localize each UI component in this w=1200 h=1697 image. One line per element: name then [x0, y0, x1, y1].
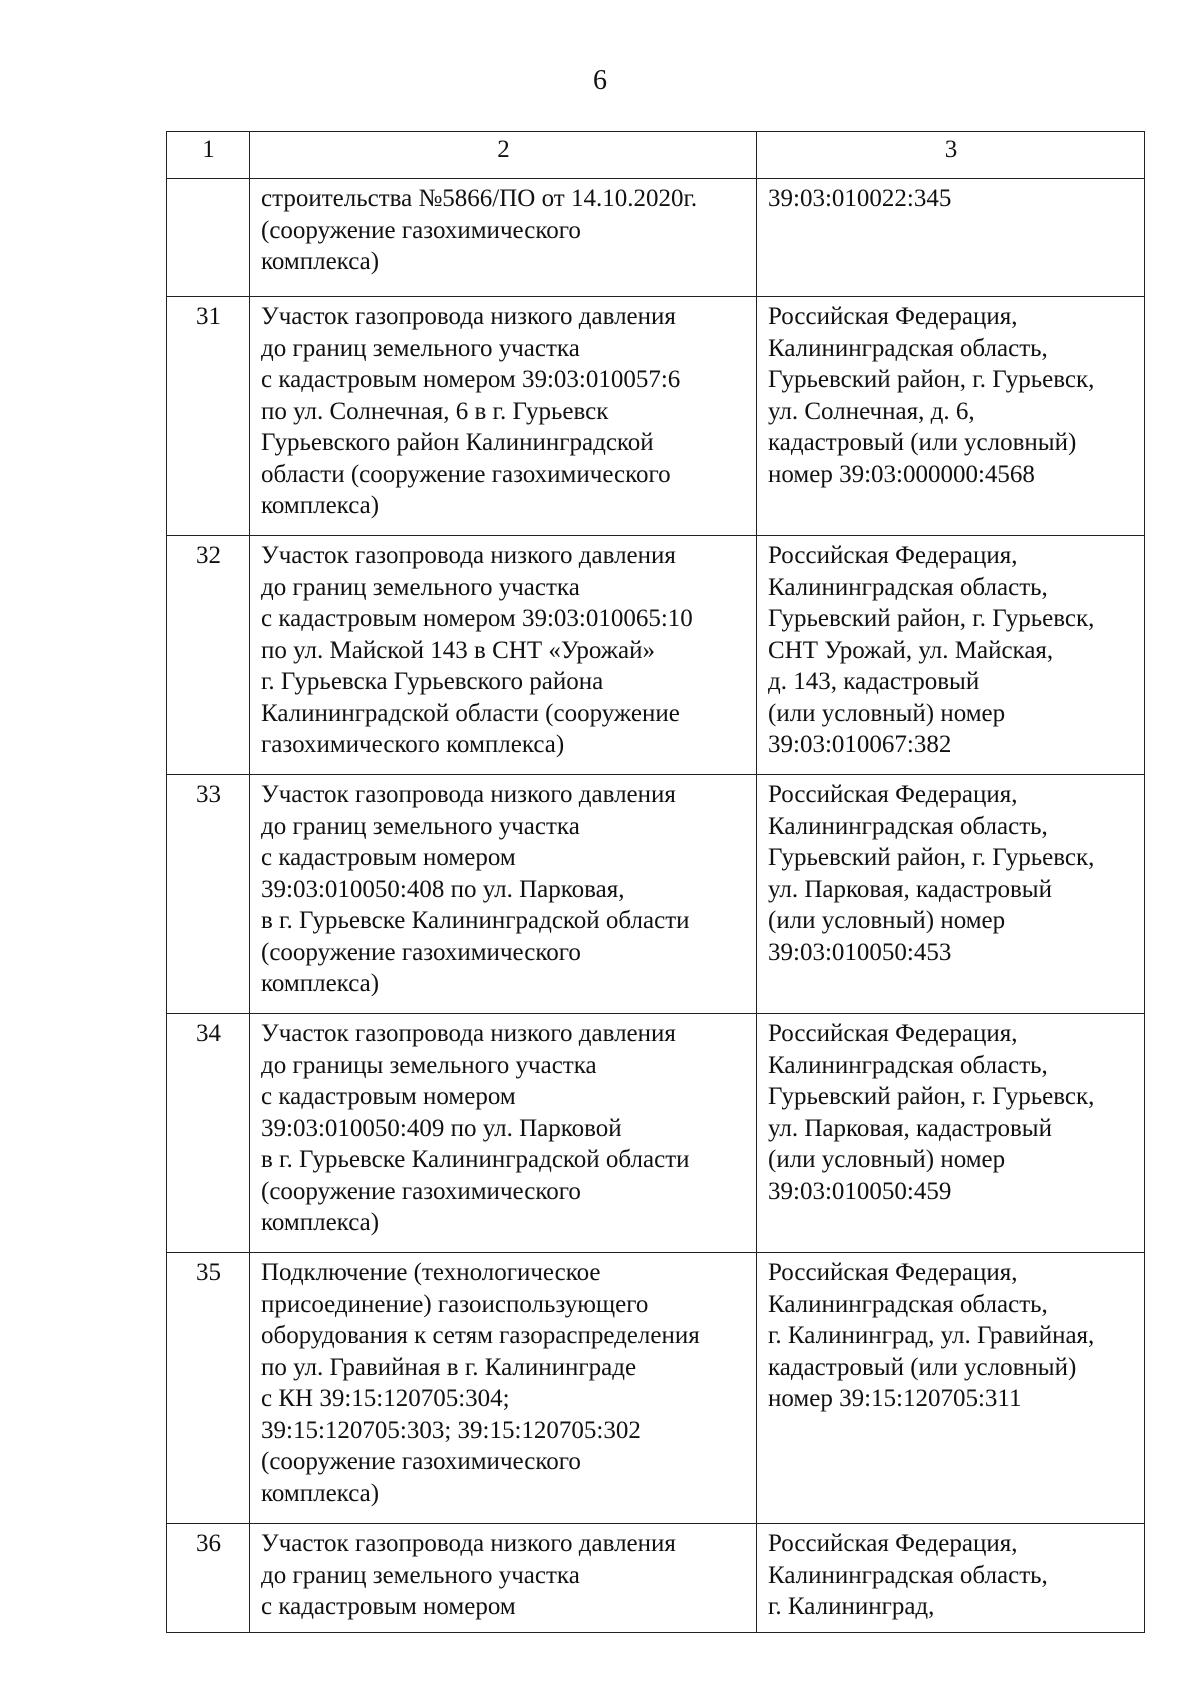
row-location: Российская Федерация, Калининградская область, Гурьевский район, г. Гурьевск, ул. Парковая, кадастровый (или условный) номер 39:03:010050:453: [757, 775, 1145, 1014]
column-header-number: 1: [167, 132, 250, 179]
row-description: строительства №5866/ПО от 14.10.2020г. (сооружение газохимического комплекса): [250, 179, 757, 297]
row-description: Подключение (технологическое присоединение) газоиспользующего оборудования к сетям газораспределения по ул. Гравийная в г. Калининграде с КН 39:15:120705:304; 39:15:120705:303; 39:15:120705:302 (сооружение газохимического комплекса): [250, 1253, 757, 1524]
row-description: Участок газопровода низкого давления до границ земельного участка с кадастровым номером 39:03:010057:6 по ул. Солнечная, 6 в г. Гурьевск Гурьевского район Калининградской области (сооружение газохимического комплекса): [250, 297, 757, 536]
page-number: 6: [593, 65, 607, 96]
registry-table: [166, 131, 1145, 1633]
row-description: Участок газопровода низкого давления до границ земельного участка с кадастровым номером 39:03:010065:10 по ул. Майской 143 в СНТ «Урожай» г. Гурьевска Гурьевского района Калининградской области (сооружение газохимического комплекса): [250, 536, 757, 775]
row-number: 36: [167, 1524, 250, 1633]
row-number: 32: [167, 536, 250, 775]
table-header-row: [167, 132, 1145, 179]
table-row: [167, 536, 1145, 775]
row-location: Российская Федерация, Калининградская область, Гурьевский район, г. Гурьевск, СНТ Урожай, ул. Майская, д. 143, кадастровый (или условный) номер 39:03:010067:382: [757, 536, 1145, 775]
row-number: 35: [167, 1253, 250, 1524]
table-row: [167, 1253, 1145, 1524]
table-row: [167, 1014, 1145, 1253]
row-number: 34: [167, 1014, 250, 1253]
row-location: Российская Федерация, Калининградская область, г. Калининград,: [757, 1524, 1145, 1633]
row-location: Российская Федерация, Калининградская область, Гурьевский район, г. Гурьевск, ул. Солнечная, д. 6, кадастровый (или условный) номер 39:03:000000:4568: [757, 297, 1145, 536]
row-description: Участок газопровода низкого давления до границы земельного участка с кадастровым номером 39:03:010050:409 по ул. Парковой в г. Гурьевске Калининградской области (сооружение газохимического комплекса): [250, 1014, 757, 1253]
column-header-description: 2: [250, 132, 757, 179]
row-location: Российская Федерация, Калининградская область, Гурьевский район, г. Гурьевск, ул. Парковая, кадастровый (или условный) номер 39:03:010050:459: [757, 1014, 1145, 1253]
table-row: [167, 1524, 1145, 1633]
row-number: 33: [167, 775, 250, 1014]
table-row: [167, 297, 1145, 536]
column-header-location: 3: [757, 132, 1145, 179]
row-description: Участок газопровода низкого давления до границ земельного участка с кадастровым номером 39:03:010050:408 по ул. Парковая, в г. Гурьевске Калининградской области (сооружение газохимического комплекса): [250, 775, 757, 1014]
row-location: 39:03:010022:345: [757, 179, 1145, 297]
table-row: [167, 775, 1145, 1014]
row-number: 31: [167, 297, 250, 536]
row-description: Участок газопровода низкого давления до границ земельного участка с кадастровым номером: [250, 1524, 757, 1633]
table-row: [167, 179, 1145, 297]
row-location: Российская Федерация, Калининградская область, г. Калининград, ул. Гравийная, кадастровый (или условный) номер 39:15:120705:311: [757, 1253, 1145, 1524]
row-number: [167, 179, 250, 297]
